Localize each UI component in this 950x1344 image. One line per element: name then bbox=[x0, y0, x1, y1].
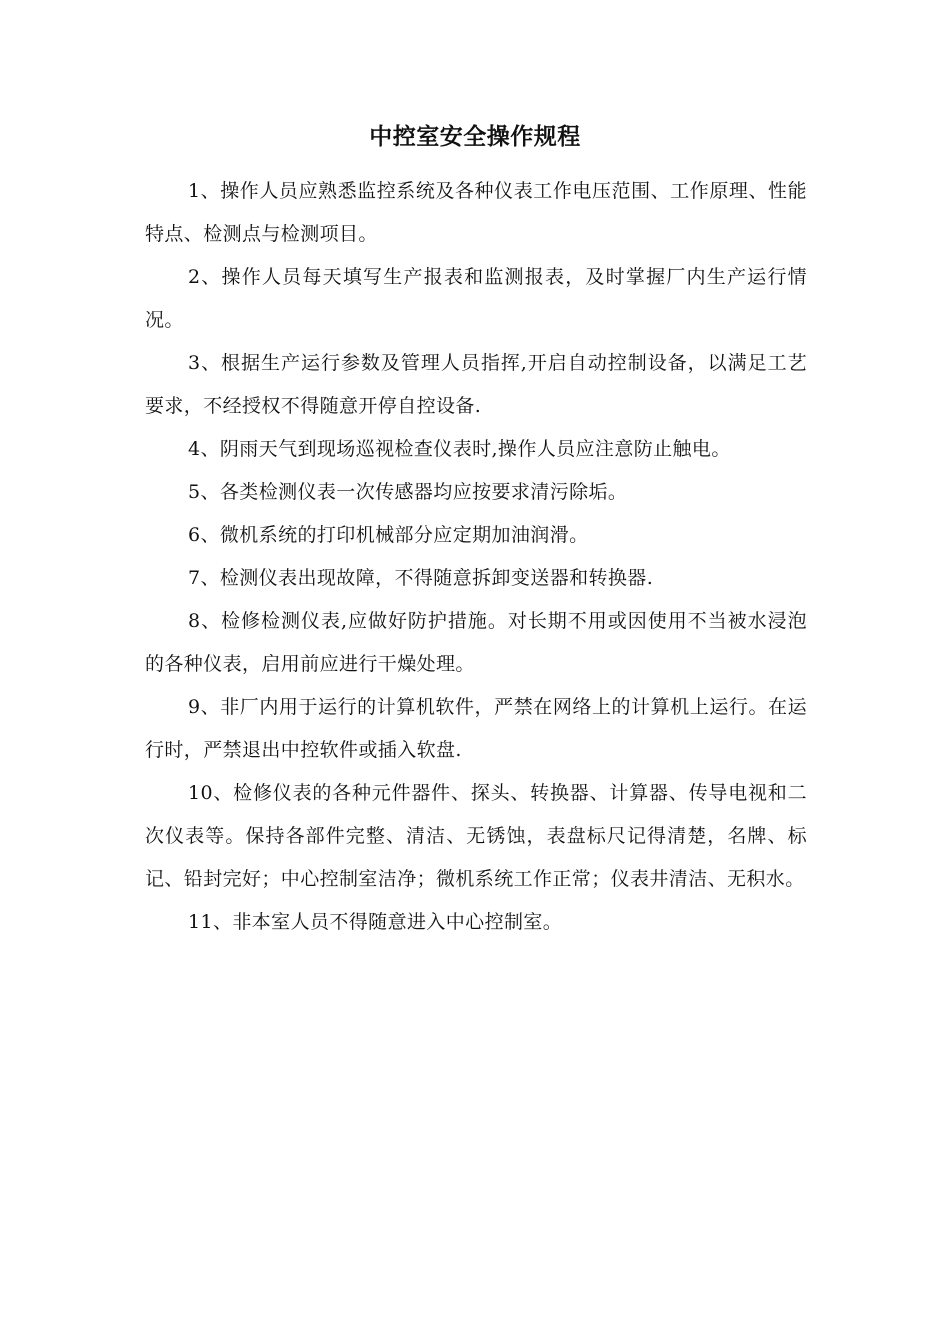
paragraph-item-6: 6、微机系统的打印机械部分应定期加油润滑。 bbox=[188, 524, 589, 546]
paragraph-item-2: 2、操作人员每天填写生产报表和监测报表，及时掌握厂内生产运行情况。 bbox=[145, 266, 807, 331]
paragraph-item-11: 11、非本室人员不得随意进入中心控制室。 bbox=[188, 911, 563, 933]
paragraph-item-10: 10、检修仪表的各种元件器件、探头、转换器、计算器、传导电视和二次仪表等。保持各部件完整、清洁、无锈蚀，表盘标尺记得清楚，名牌、标记、铅封完好；中心控制室洁净；微机系统工作正常；仪表井清洁、无积水。 bbox=[145, 782, 807, 890]
paragraph-item-8: 8、检修检测仪表,应做好防护措施。对长期不用或因使用不当被水浸泡的各种仪表，启用前应进行干燥处理。 bbox=[145, 610, 807, 675]
paragraph-item-1: 1、操作人员应熟悉监控系统及各种仪表工作电压范围、工作原理、性能特点、检测点与检测项目。 bbox=[145, 180, 807, 245]
document-body bbox=[145, 170, 807, 944]
paragraph-item-9: 9、非厂内用于运行的计算机软件，严禁在网络上的计算机上运行。在运行时，严禁退出中控软件或插入软盘. bbox=[145, 696, 807, 761]
paragraph-item-3: 3、根据生产运行参数及管理人员指挥,开启自动控制设备，以满足工艺要求，不经授权不得随意开停自控设备. bbox=[145, 352, 807, 417]
paragraph-item-5: 5、各类检测仪表一次传感器均应按要求清污除垢。 bbox=[188, 481, 628, 503]
paragraph-item-4: 4、阴雨天气到现场巡视检查仪表时,操作人员应注意防止触电。 bbox=[188, 438, 731, 460]
paragraph-item-7: 7、检测仪表出现故障，不得随意拆卸变送器和转换器. bbox=[188, 567, 654, 589]
document-title: 中控室安全操作规程 bbox=[369, 124, 581, 150]
